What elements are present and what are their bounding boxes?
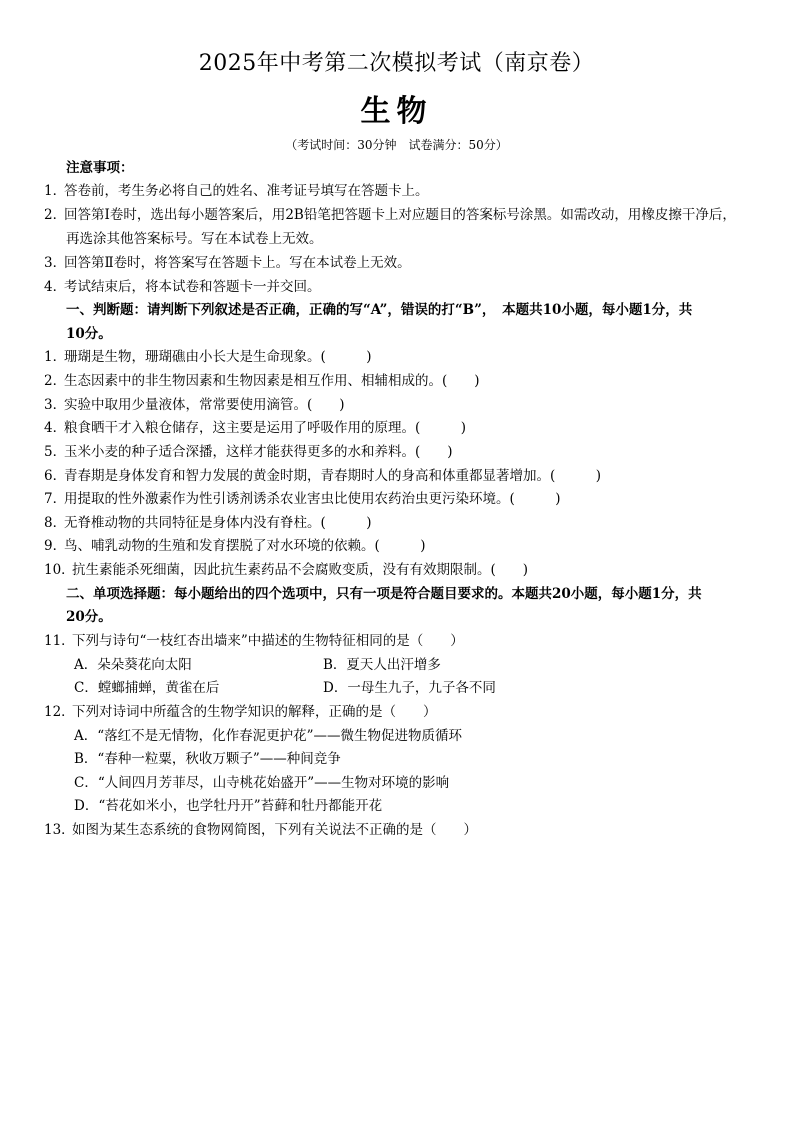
exam-title: 2025年中考第二次模拟考试（南京卷） <box>198 51 595 76</box>
question-item: 10．抗生素能杀死细菌，因此抗生素药品不会腐败变质，没有有效期限制。( ) <box>44 562 529 578</box>
question-12-option-b: B．“春种一粒粟，秋收万颗子”——种间竞争 <box>74 751 341 767</box>
question-12-option-a: A．“落红不是无情物，化作春泥更护花”——微生物促进物质循环 <box>74 728 463 744</box>
note-item: 1．答卷前，考生务必将自己的姓名、准考证号填写在答题卡上。 <box>44 183 429 199</box>
section-2-heading: 二、单项选择题：每小题给出的四个选项中，只有一项是符合题目要求的。本题共20小题，每小题1分，共 <box>66 586 702 602</box>
question-item: 9．鸟、哺乳动物的生殖和发育摆脱了对水环境的依赖。( ) <box>44 538 426 554</box>
question-item: 2．生态因素中的非生物因素和生物因素是相互作用、相辅相成的。( ) <box>44 373 480 389</box>
question-item: 8．无脊椎动物的共同特征是身体内没有脊柱。( ) <box>44 515 372 531</box>
question-item: 6．青春期是身体发育和智力发展的黄金时期，青春期时人的身高和体重都显著增加。( ) <box>44 468 602 484</box>
question-item: 7．用提取的性外激素作为性引诱剂诱杀农业害虫比使用农药治虫更污染环境。( ) <box>44 491 561 507</box>
question-11-option-a: A．朵朵葵花向太阳 <box>74 657 192 673</box>
note-item: 2．回答第Ⅰ卷时，选出每小题答案后，用2B铅笔把答题卡上对应题目的答案标号涂黑。如需改动，用橡皮擦干净后， <box>44 207 736 223</box>
question-11: 11．下列与诗句“一枝红杏出墙来”中描述的生物特征相同的是（ ） <box>44 633 464 649</box>
section-1-heading: 一、判断题：请判断下列叙述是否正确，正确的写“A”，错误的打“B”， 本题共10小题，每小题1分，共 <box>66 302 693 318</box>
exam-meta: （考试时间：30分钟 试卷满分：50分） <box>285 138 508 152</box>
section-1-heading-continuation: 10分。 <box>66 326 112 342</box>
question-12: 12．下列对诗词中所蕴含的生物学知识的解释，正确的是（ ） <box>44 704 437 720</box>
question-item: 5．玉米小麦的种子适合深播，这样才能获得更多的水和养料。( ) <box>44 444 453 460</box>
question-11-option-c: C．螳螂捕蝉，黄雀在后 <box>74 680 220 696</box>
question-11-option-b: B．夏天人出汗增多 <box>323 657 441 673</box>
notes-heading: 注意事项： <box>66 160 134 176</box>
question-12-option-d: D．“苔花如米小，也学牡丹开”苔藓和牡丹都能开花 <box>74 798 383 814</box>
section-2-heading-continuation: 20分。 <box>66 609 112 625</box>
question-item: 3．实验中取用少量液体，常常要使用滴管。( ) <box>44 397 345 413</box>
subject-title: 生物 <box>360 94 433 129</box>
note-item: 3．回答第Ⅱ卷时，将答案写在答题卡上。写在本试卷上无效。 <box>44 255 411 271</box>
question-11-option-d: D．一母生九子，九子各不同 <box>323 680 496 696</box>
note-item: 4．考试结束后，将本试卷和答题卡一并交回。 <box>44 279 321 295</box>
question-12-option-c: C．“人间四月芳菲尽，山寺桃花始盛开”——生物对环境的影响 <box>74 775 450 791</box>
note-item-continuation: 再选涂其他答案标号。写在本试卷上无效。 <box>66 231 323 247</box>
question-13: 13．如图为某生态系统的食物网简图，下列有关说法不正确的是（ ） <box>44 822 477 838</box>
question-item: 1．珊瑚是生物，珊瑚礁由小长大是生命现象。( ) <box>44 349 372 365</box>
question-item: 4．粮食晒干才入粮仓储存，这主要是运用了呼吸作用的原理。( ) <box>44 420 467 436</box>
